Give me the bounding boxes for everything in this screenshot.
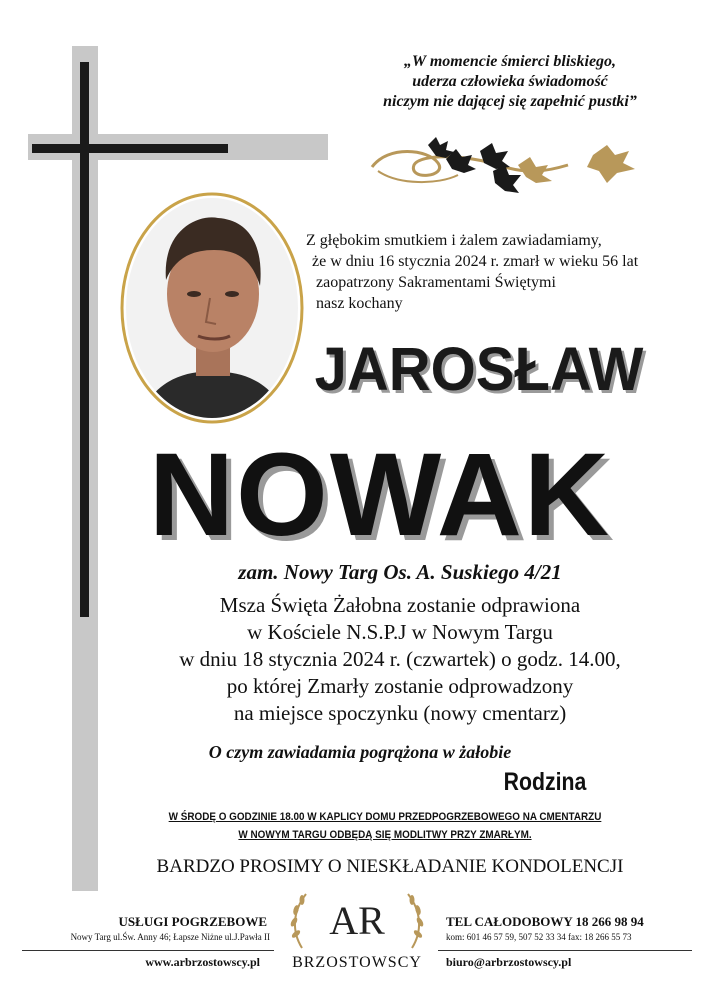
mass-line-5: na miejsce spoczynku (nowy cmentarz) <box>233 701 567 725</box>
announcement: O czym zawiadamia pogrążona w żałobie <box>208 742 512 762</box>
mobile-numbers: kom: 601 46 57 59, 507 52 33 34 fax: 18 266 55 73 <box>446 932 632 942</box>
mass-line-3: w dniu 18 stycznia 2024 r. (czwartek) o godz. 14.00, <box>179 647 621 671</box>
portrait-photo <box>118 190 306 426</box>
intro-line-3: zaopatrzony Sakramentami Świętymi <box>316 274 556 291</box>
quote-line-1: „W momencie śmierci bliskiego, <box>403 53 617 70</box>
quote-line-2: uderza człowieka świadomość <box>412 73 608 90</box>
mass-info <box>110 592 690 727</box>
leaf-ornament-icon <box>368 135 650 195</box>
last-name: NOWAK <box>148 429 612 561</box>
mass-line-2: w Kościele N.S.P.J w Nowym Targu <box>247 620 553 644</box>
quote <box>345 52 675 112</box>
logo-name: BRZOSTOWSCY <box>292 954 422 971</box>
prayer-line-1: W ŚRODĘ O GODZINIE 18.00 W KAPLICY DOMU PRZEDPOGRZEBOWEGO NA CMENTARZU <box>168 811 602 823</box>
intro-line-4: nasz kochany <box>316 295 403 312</box>
intro-line-2: że w dniu 16 stycznia 2024 r. zmarł w wieku 56 lat <box>312 253 639 270</box>
intro-text <box>306 230 646 314</box>
ar-logo-icon <box>282 882 432 952</box>
footer-divider-right <box>438 950 692 951</box>
quote-line-3: niczym nie dającej się zapełnić pustki” <box>383 93 637 110</box>
mass-line-4: po której Zmarły zostanie odprowadzony <box>226 674 574 698</box>
cross-horizontal-bar <box>32 144 228 153</box>
prayer-note <box>138 808 633 844</box>
mass-line-1: Msza Święta Żałobna zostanie odprawiona <box>219 593 581 617</box>
condolence-request: BARDZO PROSIMY O NIESKŁADANIE KONDOLENCJI <box>156 856 624 877</box>
prayer-line-2: W NOWYM TARGU ODBĘDĄ SIĘ MODLITWY PRZY ZMARŁYM. <box>238 829 532 841</box>
website-link[interactable]: www.arbrzostowscy.pl <box>145 955 260 969</box>
services-address: Nowy Targ ul.Św. Anny 46; Łapsze Niżne ul.J.Pawła II <box>70 932 270 942</box>
address: zam. Nowy Targ Os. A. Suskiego 4/21 <box>238 560 562 584</box>
phone-number: TEL CAŁODOBOWY 18 266 98 94 <box>446 914 644 929</box>
first-name: JAROSŁAW <box>314 335 644 404</box>
services-title: USŁUGI POGRZEBOWE <box>118 914 267 929</box>
email-link[interactable]: biuro@arbrzostowscy.pl <box>446 955 572 969</box>
intro-line-1: Z głębokim smutkiem i żalem zawiadamiamy, <box>306 232 602 249</box>
logo-initials: AR <box>329 898 385 943</box>
footer-divider-left <box>22 950 274 951</box>
family-signature: Rodzina <box>503 768 587 796</box>
